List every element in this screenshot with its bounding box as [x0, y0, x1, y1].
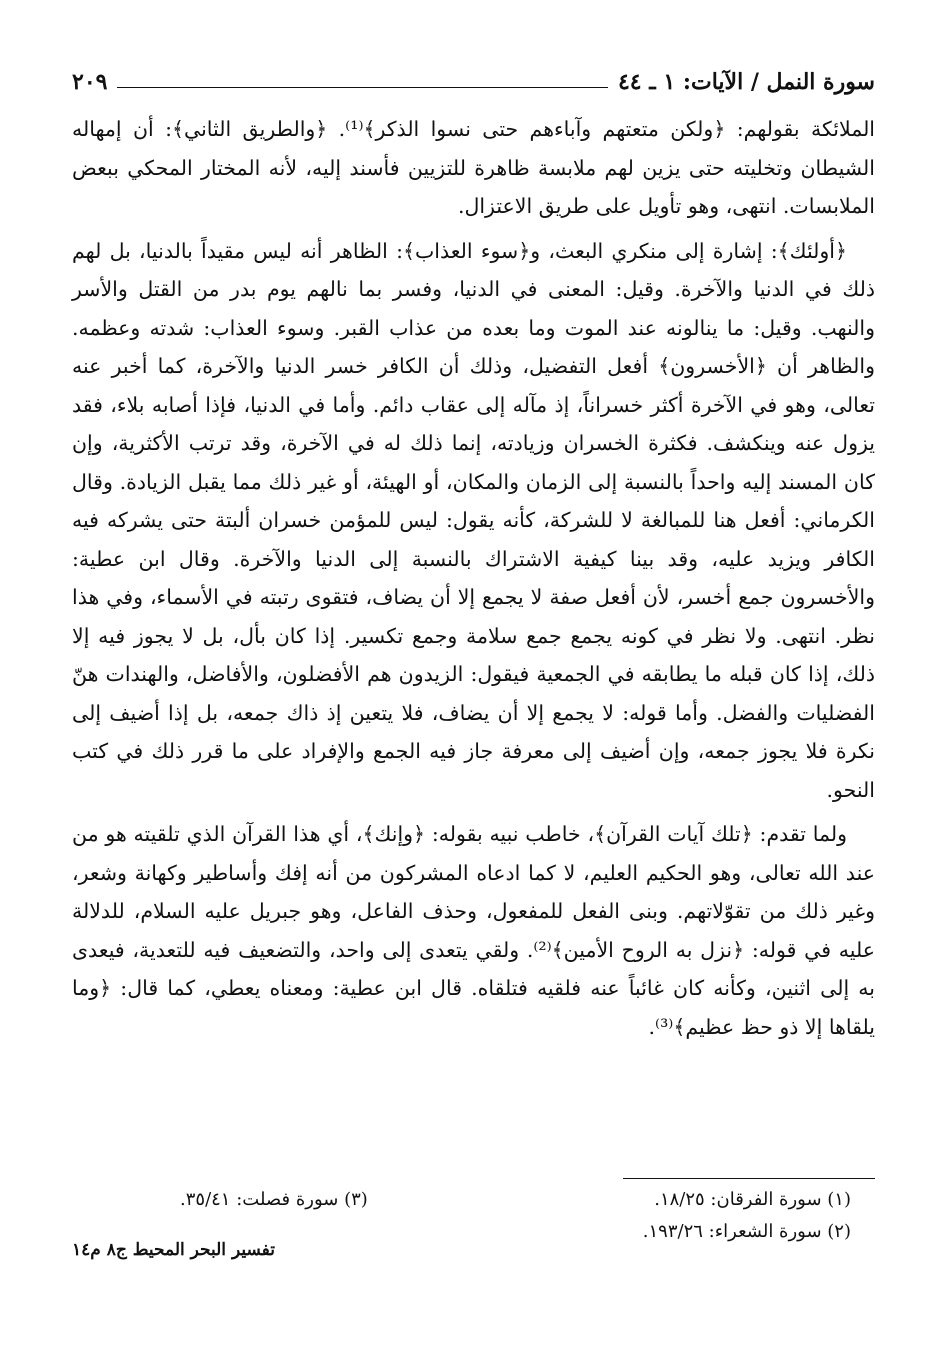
running-header: [72, 62, 875, 98]
footnote-3: (٣) سورة فصلت: ٣٥/٤١.: [180, 1189, 368, 1210]
paragraph-1: الملائكة بقولهم: ﴿ولكن متعتهم وآباءهم حتى نسوا الذكر﴾⁽¹⁾. ﴿والطريق الثاني﴾: أن إمهاله الشيطان وتخليته حتى يزين لهم ملابسة ظاهرة للتزيين فأسند إليه، لأنه المختار المحكي ببعض الملابسات. انتهى، وهو تأويل على طريق الاعتزال.: [72, 117, 876, 218]
footnote-row: [180, 1184, 851, 1216]
header-rule: [117, 87, 608, 88]
printer-signature: تفسير البحر المحيط ج٨ م١٤: [72, 1240, 275, 1260]
footnote-separator: [623, 1178, 875, 1179]
paragraph-3: ولما تقدم: ﴿تلك آيات القرآن﴾، خاطب نبيه بقوله: ﴿وإنك﴾، أي هذا القرآن الذي تلقيته هو من عند الله تعالى، وهو الحكيم العليم، لا كما ادعاه المشركون من أنه إفك وأساطير وكهانة وشعر، وغير ذلك من تقوّلاتهم. وبنى الفعل للمفعول، وحذف الفاعل، وهو جبريل عليه السلام، للدلالة عليه في قوله: ﴿نزل به الروح الأمين﴾⁽²⁾. ولقي يتعدى إلى واحد، والتضعيف فيه للتعدية، فيعدى به إلى اثنين، وكأنه كان غائباً عنه فلقيه فتلقاه. قال ابن عطية: ومعناه يعطي، كما قال: ﴿وما يلقاها إلا ذو حظ عظيم﴾⁽³⁾.: [72, 822, 875, 1039]
footnote-1: (١) سورة الفرقان: ١٨/٢٥.: [654, 1189, 851, 1210]
paragraph-2: ﴿أولئك﴾: إشارة إلى منكري البعث، و﴿سوء العذاب﴾: الظاهر أنه ليس مقيداً بالدنيا، بل لهم ذلك في الدنيا والآخرة. وقيل: المعنى في الدنيا، وفسر بما نالهم يوم بدر من القتل والأسر والنهب. وقيل: ما ينالونه عند الموت وما بعده من عذاب القبر. وسوء العذاب: شدته وعظمه. والظاهر أن ﴿الأخسرون﴾ أفعل التفضيل، وذلك أن الكافر خسر الدنيا والآخرة، كما أخبر عنه تعالى، وهو في الآخرة أكثر خسراناً، إذ مآله إلى عقاب دائم. وأما في الدنيا، فإذا أصابه بلاء، فقد يزول عنه وينكشف. فكثرة الخسران وزيادته، إنما ذلك له في الآخرة، وقد ترتب الأكثرية، وإن كان المسند إليه واحداً بالنسبة إلى الزمان والمكان، أو الهيئة، أو غير ذلك مما يقبل الزيادة. وقال الكرماني: أفعل هنا للمبالغة لا للشركة، كأنه يقول: ليس للمؤمن خسران ألبتة حتى يشركه فيه الكافر ويزيد عليه، وقد بينا كيفية الاشتراك بالنسبة إلى الدنيا والآخرة. وقال ابن عطية: والأخسرون جمع أخسر، لأن أفعل صفة لا يجمع إلا أن يضاف، فتقوى رتبته في الأسماء، وفي هذا نظر. انتهى. ولا نظر في كونه يجمع جمع سلامة وجمع تكسير. إذا كان بأل، بل لا يجوز فيه إلا ذلك، إذا كان قبله ما يطابقه في الجمعية فيقول: الزيدون هم الأفضلون، والأفاضل، والهندات هنّ الفضليات والفضل. وأما قوله: لا يجمع إلا أن يضاف، فلا يتعين إذ ذاك جمعه، بل إذا أضيف إلى نكرة فلا يجوز جمعه، وإن أضيف إلى معرفة جاز فيه الجمع والإفراد على ما قرر ذلك في كتب النحو.: [72, 238, 875, 802]
page-number: ٢٠٩: [72, 69, 108, 95]
surah-title: سورة النمل / الآيات: ١ ـ ٤٤: [617, 69, 875, 95]
main-text: [72, 110, 875, 1052]
footnote-2: (٢) سورة الشعراء: ١٩٣/٢٦.: [642, 1221, 851, 1242]
footnotes: [180, 1184, 851, 1248]
